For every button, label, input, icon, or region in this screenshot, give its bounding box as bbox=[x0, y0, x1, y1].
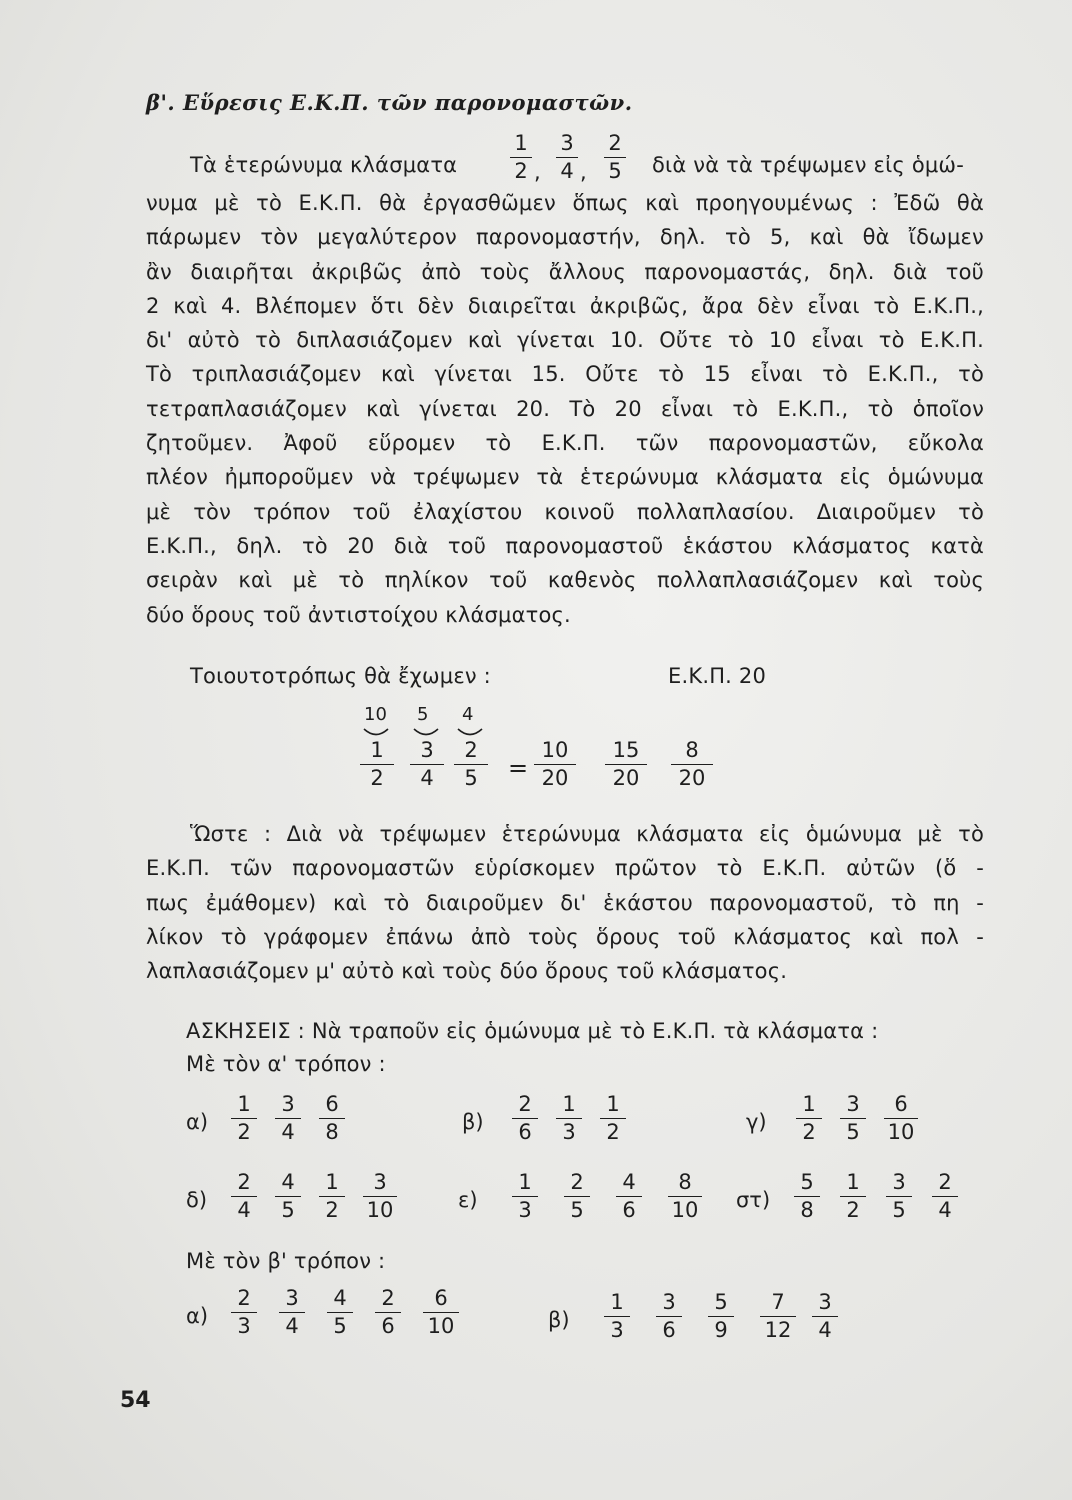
fraction-bar bbox=[410, 764, 444, 765]
exercise-fraction bbox=[512, 1170, 538, 1222]
paragraph-line: πλέον ἠμποροῦμεν νὰ τρέψωμεν τὰ ἑτερώνυμα κλάσματα εἰς ὁμώνυμα bbox=[146, 465, 984, 490]
fraction-denominator: 2 bbox=[802, 1120, 816, 1144]
fraction-denominator: 6 bbox=[622, 1198, 636, 1222]
exercise-fraction bbox=[796, 1092, 822, 1144]
fraction-bar bbox=[319, 1118, 345, 1119]
fraction-denominator: 5 bbox=[464, 766, 478, 790]
exercise-fraction bbox=[319, 1170, 345, 1222]
fraction-numerator: 2 bbox=[938, 1170, 952, 1194]
exercise-fraction bbox=[564, 1170, 590, 1222]
exercise-fraction bbox=[275, 1170, 301, 1222]
fraction-numerator: 8 bbox=[678, 1170, 692, 1194]
fraction-denominator: 10 bbox=[887, 1120, 915, 1144]
fraction-bar bbox=[275, 1118, 301, 1119]
fraction-denominator: 4 bbox=[285, 1314, 299, 1338]
fraction-numerator: 2 bbox=[237, 1286, 251, 1310]
fraction-bar bbox=[932, 1196, 958, 1197]
fraction-bar bbox=[840, 1118, 866, 1119]
thus-text: Τοιουτοτρόπως θὰ ἔχωμεν : bbox=[190, 664, 491, 688]
exercise-label: γ) bbox=[746, 1110, 767, 1134]
fraction-denominator: 6 bbox=[662, 1318, 676, 1342]
arc-mark bbox=[414, 729, 438, 735]
fraction-numerator: 5 bbox=[714, 1290, 728, 1314]
exercise-fraction bbox=[231, 1092, 257, 1144]
fraction-bar bbox=[556, 157, 578, 158]
fraction-denominator: 12 bbox=[764, 1318, 792, 1342]
fraction-numerator: 6 bbox=[894, 1092, 908, 1116]
fraction-bar bbox=[604, 157, 626, 158]
paragraph-line: νυμα μὲ τὸ Ε.Κ.Π. θὰ ἐργασθῶμεν ὅπως καὶ προηγουμένως : Ἐδῶ θὰ bbox=[146, 191, 984, 215]
fraction-denominator: 4 bbox=[420, 766, 434, 790]
fraction-bar bbox=[794, 1196, 820, 1197]
fraction-bar bbox=[275, 1196, 301, 1197]
example-fraction bbox=[454, 738, 488, 790]
paragraph-line: δύο ὅρους τοῦ ἀντιστοίχου κλάσματος. bbox=[146, 602, 571, 627]
exercise-fraction bbox=[604, 1290, 630, 1342]
intro-text-after: διὰ νὰ τὰ τρέψωμεν εἰς ὁμώ- bbox=[652, 153, 964, 177]
paragraph-line: Τὸ τριπλασιάζομεν καὶ γίνεται 15. Οὔτε τὸ 15 εἶναι τὸ Ε.Κ.Π., τὸ bbox=[146, 362, 984, 387]
fraction-bar bbox=[886, 1196, 912, 1197]
fraction-denominator: 5 bbox=[281, 1198, 295, 1222]
multiplier: 10 bbox=[364, 704, 387, 725]
exercise-fraction bbox=[231, 1286, 257, 1338]
exercise-fraction bbox=[600, 1092, 626, 1144]
page-number: 54 bbox=[120, 1388, 151, 1413]
fraction-numerator: 1 bbox=[562, 1092, 576, 1116]
fraction-bar bbox=[564, 1196, 590, 1197]
fraction-denominator: 2 bbox=[606, 1120, 620, 1144]
fraction-denominator: 5 bbox=[846, 1120, 860, 1144]
fraction-denominator: 4 bbox=[237, 1198, 251, 1222]
fraction-denominator: 10 bbox=[671, 1198, 699, 1222]
example-fraction bbox=[360, 738, 394, 790]
arc-mark bbox=[364, 729, 388, 735]
intro-fraction bbox=[556, 131, 578, 183]
paragraph-line: 2 καὶ 4. Βλέπομεν ὅτι δὲν διαιρεῖται ἀκριβῶς, ἄρα δὲν εἶναι τὸ Ε.Κ.Π., bbox=[146, 293, 984, 318]
exercise-fraction bbox=[656, 1290, 682, 1342]
exercise-fraction bbox=[932, 1170, 958, 1222]
intro-fraction bbox=[604, 131, 626, 183]
exercise-fraction bbox=[886, 1170, 912, 1222]
fraction-bar bbox=[604, 1316, 630, 1317]
fraction-numerator: 3 bbox=[818, 1290, 832, 1314]
fraction-denominator: 3 bbox=[518, 1198, 532, 1222]
fraction-bar bbox=[512, 1118, 538, 1119]
fraction-denominator: 2 bbox=[514, 159, 528, 183]
fraction-numerator: 4 bbox=[622, 1170, 636, 1194]
fraction-bar bbox=[616, 1196, 642, 1197]
comma: , bbox=[580, 160, 587, 184]
example-fraction bbox=[671, 738, 713, 790]
fraction-denominator: 2 bbox=[370, 766, 384, 790]
fraction-denominator: 20 bbox=[678, 766, 706, 790]
fraction-numerator: 8 bbox=[685, 738, 699, 762]
paragraph-line: μὲ τὸν τρόπον τοῦ ἐλαχίστου κοινοῦ πολλαπλασίου. Διαιροῦμεν τὸ bbox=[146, 499, 984, 524]
fraction-denominator: 3 bbox=[562, 1120, 576, 1144]
fraction-numerator: 4 bbox=[281, 1170, 295, 1194]
fraction-bar bbox=[556, 1118, 582, 1119]
fraction-bar bbox=[668, 1196, 702, 1197]
fraction-bar bbox=[327, 1312, 353, 1313]
conclusion-paragraph bbox=[146, 817, 984, 988]
exercise-fraction bbox=[556, 1092, 582, 1144]
exercise-fraction bbox=[275, 1092, 301, 1144]
fraction-bar bbox=[534, 764, 576, 765]
fraction-numerator: 2 bbox=[381, 1286, 395, 1310]
exercise-fraction bbox=[327, 1286, 353, 1338]
fraction-denominator: 4 bbox=[938, 1198, 952, 1222]
intro-fraction bbox=[510, 131, 532, 183]
exercise-fraction bbox=[794, 1170, 820, 1222]
fraction-denominator: 6 bbox=[518, 1120, 532, 1144]
fraction-denominator: 2 bbox=[237, 1120, 251, 1144]
fraction-bar bbox=[231, 1196, 257, 1197]
exercise-fraction bbox=[884, 1092, 918, 1144]
intro-text-before: Τὰ ἑτερώνυμα κλάσματα bbox=[190, 153, 458, 177]
fraction-numerator: 3 bbox=[285, 1286, 299, 1310]
fraction-bar bbox=[884, 1118, 918, 1119]
fraction-denominator: 5 bbox=[608, 159, 622, 183]
exercise-fraction bbox=[319, 1092, 345, 1144]
fraction-numerator: 3 bbox=[662, 1290, 676, 1314]
exercise-fraction bbox=[840, 1170, 866, 1222]
fraction-numerator: 3 bbox=[892, 1170, 906, 1194]
exercise-fraction bbox=[231, 1170, 257, 1222]
fraction-denominator: 4 bbox=[281, 1120, 295, 1144]
exercise-label: α) bbox=[186, 1110, 209, 1134]
fraction-numerator: 15 bbox=[612, 738, 640, 762]
conclusion-line: λαπλασιάζομεν μ' αὐτὸ καὶ τοὺς δύο ὅρους τοῦ κλάσματος. bbox=[146, 959, 788, 984]
exercise-fraction bbox=[840, 1092, 866, 1144]
fraction-numerator: 10 bbox=[541, 738, 569, 762]
fraction-numerator: 2 bbox=[570, 1170, 584, 1194]
conclusion-line: Ε.Κ.Π. τῶν παρονομαστῶν εὑρίσκομεν πρῶτον τὸ Ε.Κ.Π. αὐτῶν (ὅ - bbox=[146, 856, 984, 881]
conclusion-line: πως ἐμάθομεν) καὶ τὸ διαιροῦμεν δι' ἑκάστου παρονομαστοῦ, τὸ πη - bbox=[146, 890, 984, 915]
exercise-fraction bbox=[616, 1170, 642, 1222]
fraction-denominator: 2 bbox=[325, 1198, 339, 1222]
fraction-denominator: 3 bbox=[610, 1318, 624, 1342]
fraction-bar bbox=[363, 1196, 397, 1197]
fraction-denominator: 20 bbox=[612, 766, 640, 790]
paragraph-line: τετραπλασιάζομεν καὶ γίνεται 20. Τὸ 20 εἶναι τὸ Ε.Κ.Π., τὸ ὁποῖον bbox=[146, 396, 984, 421]
fraction-numerator: 3 bbox=[281, 1092, 295, 1116]
fraction-numerator: 1 bbox=[802, 1092, 816, 1116]
example-fraction bbox=[605, 738, 647, 790]
exercise-label: β) bbox=[462, 1110, 484, 1134]
fraction-bar bbox=[510, 157, 532, 158]
fraction-numerator: 1 bbox=[610, 1290, 624, 1314]
fraction-numerator: 6 bbox=[325, 1092, 339, 1116]
lcm-value: Ε.Κ.Π. 20 bbox=[668, 664, 767, 688]
fraction-denominator: 4 bbox=[560, 159, 574, 183]
method-one-label: Μὲ τὸν α' τρόπον : bbox=[186, 1052, 386, 1076]
fraction-numerator: 3 bbox=[373, 1170, 387, 1194]
paragraph-line: ζητοῦμεν. Ἀφοῦ εὕρομεν τὸ Ε.Κ.Π. τῶν παρονομαστῶν, εὔκολα bbox=[146, 431, 984, 456]
fraction-numerator: 5 bbox=[800, 1170, 814, 1194]
section-heading: β'. Εὕρεσις Ε.Κ.Π. τῶν παρονομαστῶν. bbox=[146, 90, 633, 115]
arc-mark bbox=[458, 729, 482, 735]
fraction-numerator: 2 bbox=[237, 1170, 251, 1194]
fraction-bar bbox=[360, 764, 394, 765]
exercise-fraction bbox=[708, 1290, 734, 1342]
fraction-denominator: 10 bbox=[366, 1198, 394, 1222]
fraction-numerator: 2 bbox=[518, 1092, 532, 1116]
paragraph-line: Ε.Κ.Π., δηλ. τὸ 20 διὰ τοῦ παρονομαστοῦ ἑκάστου κλάσματος κατὰ bbox=[146, 533, 984, 558]
fraction-numerator: 1 bbox=[518, 1170, 532, 1194]
fraction-numerator: 3 bbox=[560, 131, 574, 155]
fraction-bar bbox=[423, 1312, 459, 1313]
fraction-denominator: 9 bbox=[714, 1318, 728, 1342]
fraction-denominator: 5 bbox=[892, 1198, 906, 1222]
method-two-label: Μὲ τὸν β' τρόπον : bbox=[186, 1249, 386, 1273]
fraction-numerator: 4 bbox=[333, 1286, 347, 1310]
exercise-label: στ) bbox=[736, 1188, 771, 1212]
fraction-denominator: 8 bbox=[325, 1120, 339, 1144]
exercise-fraction bbox=[812, 1290, 838, 1342]
exercise-label: β) bbox=[548, 1308, 570, 1332]
explanation-paragraph bbox=[146, 186, 984, 632]
fraction-bar bbox=[708, 1316, 734, 1317]
fraction-denominator: 5 bbox=[570, 1198, 584, 1222]
paragraph-line: ἂν διαιρῆται ἀκριβῶς ἀπὸ τοὺς ἄλλους παρονομαστάς, δηλ. διὰ τοῦ bbox=[146, 259, 984, 284]
fraction-bar bbox=[812, 1316, 838, 1317]
exercise-fraction bbox=[363, 1170, 397, 1222]
exercise-fraction bbox=[512, 1092, 538, 1144]
exercise-label: δ) bbox=[186, 1188, 208, 1212]
conclusion-line: Ὥστε : Διὰ νὰ τρέψωμεν ἑτερώνυμα κλάσματα εἰς ὁμώνυμα μὲ τὸ bbox=[190, 822, 984, 846]
fraction-bar bbox=[840, 1196, 866, 1197]
fraction-numerator: 6 bbox=[434, 1286, 448, 1310]
paragraph-line: σειρὰν καὶ μὲ τὸ πηλίκον τοῦ καθενὸς πολλαπλασιάζομεν καὶ τοὺς bbox=[146, 568, 984, 593]
exercise-fraction bbox=[279, 1286, 305, 1338]
fraction-denominator: 6 bbox=[381, 1314, 395, 1338]
fraction-bar bbox=[375, 1312, 401, 1313]
equals-sign: = bbox=[508, 754, 529, 782]
fraction-numerator: 1 bbox=[237, 1092, 251, 1116]
fraction-bar bbox=[600, 1118, 626, 1119]
fraction-denominator: 4 bbox=[818, 1318, 832, 1342]
fraction-bar bbox=[231, 1312, 257, 1313]
fraction-bar bbox=[671, 764, 713, 765]
exercise-label: ε) bbox=[458, 1188, 478, 1212]
fraction-numerator: 1 bbox=[846, 1170, 860, 1194]
paragraph-line: πάρωμεν τὸν μεγαλύτερον παρονομαστήν, δηλ. τὸ 5, καὶ θὰ ἴδωμεν bbox=[146, 225, 984, 250]
fraction-numerator: 3 bbox=[420, 738, 434, 762]
exercise-fraction bbox=[668, 1170, 702, 1222]
fraction-numerator: 2 bbox=[608, 131, 622, 155]
exercise-fraction bbox=[423, 1286, 459, 1338]
comma: , bbox=[534, 160, 541, 184]
exercises-title: ΑΣΚΗΣΕΙΣ : Νὰ τραποῦν εἰς ὁμώνυμα μὲ τὸ Ε.Κ.Π. τὰ κλάσματα : bbox=[186, 1019, 879, 1043]
fraction-numerator: 2 bbox=[464, 738, 478, 762]
fraction-numerator: 7 bbox=[771, 1290, 785, 1314]
fraction-numerator: 1 bbox=[325, 1170, 339, 1194]
paragraph-line: δι' αὐτὸ τὸ διπλασιάζομεν καὶ γίνεται 10. Οὔτε τὸ 10 εἶναι τὸ Ε.Κ.Π. bbox=[146, 328, 984, 353]
multiplier: 4 bbox=[462, 704, 474, 725]
exercise-fraction bbox=[375, 1286, 401, 1338]
conclusion-line: λίκον τὸ γράφομεν ἐπάνω ἀπὸ τοὺς ὅρους τοῦ κλάσματος καὶ πολ - bbox=[146, 924, 984, 949]
fraction-numerator: 3 bbox=[846, 1092, 860, 1116]
multiplier: 5 bbox=[417, 704, 429, 725]
fraction-bar bbox=[656, 1316, 682, 1317]
fraction-bar bbox=[231, 1118, 257, 1119]
example-fraction bbox=[534, 738, 576, 790]
fraction-numerator: 1 bbox=[370, 738, 384, 762]
fraction-denominator: 3 bbox=[237, 1314, 251, 1338]
example-fraction bbox=[410, 738, 444, 790]
exercise-label: α) bbox=[186, 1304, 209, 1328]
fraction-numerator: 1 bbox=[514, 131, 528, 155]
fraction-numerator: 1 bbox=[606, 1092, 620, 1116]
fraction-bar bbox=[512, 1196, 538, 1197]
fraction-bar bbox=[796, 1118, 822, 1119]
fraction-bar bbox=[279, 1312, 305, 1313]
fraction-denominator: 20 bbox=[541, 766, 569, 790]
fraction-bar bbox=[605, 764, 647, 765]
fraction-bar bbox=[319, 1196, 345, 1197]
fraction-denominator: 10 bbox=[427, 1314, 455, 1338]
fraction-denominator: 2 bbox=[846, 1198, 860, 1222]
fraction-bar bbox=[454, 764, 488, 765]
fraction-denominator: 5 bbox=[333, 1314, 347, 1338]
fraction-denominator: 8 bbox=[800, 1198, 814, 1222]
fraction-bar bbox=[760, 1316, 796, 1317]
exercise-fraction bbox=[760, 1290, 796, 1342]
